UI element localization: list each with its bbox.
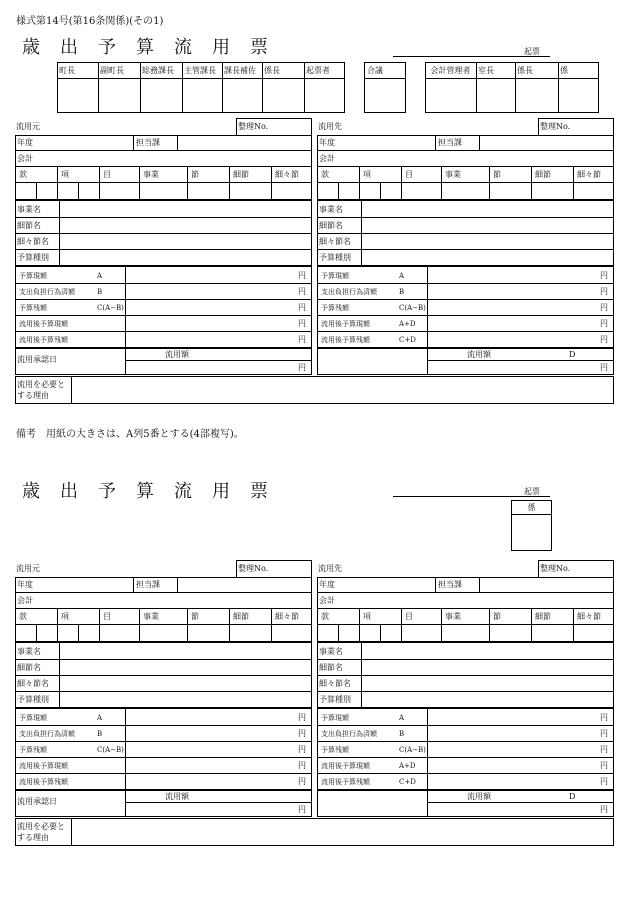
rule <box>15 265 312 267</box>
amount-label: 予算現額 <box>19 714 47 722</box>
amount-label: 流用後予算残額 <box>321 336 370 344</box>
rule <box>99 609 100 641</box>
code-column-header: 細々節 <box>577 170 601 179</box>
rule <box>98 63 99 113</box>
rule <box>441 167 442 199</box>
transfer-code: D <box>569 792 576 801</box>
code-column-header: 款 <box>321 612 329 621</box>
amount-label: 予算現額 <box>321 272 349 280</box>
rule <box>125 360 312 361</box>
dest-label: 流用先 <box>318 122 342 131</box>
amount-label: 支出負担行為済額 <box>321 730 377 738</box>
amount-label: 予算現額 <box>321 714 349 722</box>
code-column-header: 細々節 <box>275 170 299 179</box>
seiri-no-label: 整理No. <box>540 122 571 131</box>
rule <box>222 63 223 113</box>
rule <box>99 167 100 199</box>
rule <box>125 802 312 803</box>
amount-code: C(A−B) <box>97 304 124 312</box>
yen-unit: 円 <box>600 713 608 722</box>
amount-label: 流用後予算現額 <box>321 320 370 328</box>
rule <box>125 349 126 375</box>
rule <box>317 315 614 316</box>
reason-box <box>15 818 614 846</box>
transfer-amount-label: 流用額 <box>467 350 491 359</box>
code-column-header: 事業 <box>143 170 159 179</box>
amount-label: 予算残額 <box>321 746 349 754</box>
rule <box>531 609 532 641</box>
nendo-label: 年度 <box>17 580 33 589</box>
name-row-label: 事業名 <box>17 205 41 214</box>
rule <box>36 183 37 199</box>
code-column-header: 目 <box>103 612 111 621</box>
yen-unit: 円 <box>298 761 306 770</box>
rule <box>140 63 141 113</box>
code-column-header: 節 <box>191 170 199 179</box>
rule <box>479 136 480 150</box>
amount-code: C+D <box>399 336 416 344</box>
rule <box>125 709 126 789</box>
rule <box>15 773 312 774</box>
yen-unit: 円 <box>298 319 306 328</box>
code-column-header: 目 <box>103 170 111 179</box>
transfer-amount-label: 流用額 <box>165 350 189 359</box>
reason-box <box>15 376 614 404</box>
rule <box>177 578 178 592</box>
rule <box>317 592 614 593</box>
reason-label: 流用を必要とする理由 <box>17 822 65 842</box>
kaikei-label: 会計 <box>319 596 335 605</box>
amount-code: A+D <box>399 762 416 770</box>
rule <box>441 609 442 641</box>
rule <box>15 182 312 183</box>
rule <box>139 609 140 641</box>
amount-code <box>97 776 125 788</box>
amount-code: C(A−B) <box>97 746 124 754</box>
nendo-label: 年度 <box>319 138 335 147</box>
amount-code: C(A−B) <box>399 746 426 754</box>
transfer-amount-label: 流用額 <box>165 792 189 801</box>
code-column-header: 項 <box>363 612 371 621</box>
rule <box>489 609 490 641</box>
amount-code: B <box>399 288 405 296</box>
rule <box>229 609 230 641</box>
name-row-label: 予算種別 <box>17 695 49 704</box>
name-row-label: 予算種別 <box>319 253 351 262</box>
reason-label: 流用を必要とする理由 <box>17 380 65 400</box>
name-row-label: 事業名 <box>319 205 343 214</box>
amount-code <box>97 334 125 346</box>
rule <box>133 578 134 592</box>
rule <box>427 791 428 817</box>
yen-unit: 円 <box>600 363 608 372</box>
rule <box>317 725 614 726</box>
amount-label: 流用後予算残額 <box>19 336 68 344</box>
rule <box>427 349 428 375</box>
rule <box>58 78 344 79</box>
kakari-label: 係 <box>527 503 536 512</box>
amount-code: A <box>399 272 405 280</box>
yen-unit: 円 <box>298 777 306 786</box>
amount-label: 流用後予算残額 <box>321 778 370 786</box>
rule <box>380 625 381 641</box>
name-row-label: 予算種別 <box>319 695 351 704</box>
yen-unit: 円 <box>600 319 608 328</box>
code-column-header: 節 <box>493 612 501 621</box>
tanto-ka-label: 担当課 <box>136 138 160 147</box>
rule <box>426 78 598 79</box>
rule <box>476 63 477 113</box>
yen-unit: 円 <box>600 303 608 312</box>
kaikei-label: 会計 <box>17 154 33 163</box>
rule <box>229 167 230 199</box>
rule <box>125 791 126 817</box>
kihyo-label: 起票 <box>524 47 540 56</box>
rule <box>317 773 614 774</box>
yen-unit: 円 <box>298 713 306 722</box>
transfer-amount-label: 流用額 <box>467 792 491 801</box>
code-column-header: 細々節 <box>577 612 601 621</box>
rule <box>15 592 312 593</box>
rule <box>317 707 614 709</box>
approval-column-header: 課長補佐 <box>224 66 256 75</box>
amount-code: A <box>399 714 405 722</box>
rule <box>177 136 178 150</box>
rule <box>15 624 312 625</box>
nendo-label: 年度 <box>17 138 33 147</box>
rule <box>139 167 140 199</box>
rule <box>271 167 272 199</box>
rule <box>365 78 405 79</box>
amount-label: 支出負担行為済額 <box>321 288 377 296</box>
yen-unit: 円 <box>298 745 306 754</box>
council-label: 合議 <box>367 66 383 75</box>
code-column-header: 節 <box>191 612 199 621</box>
name-row-label: 細節名 <box>319 221 343 230</box>
approval-column-header: 主管課長 <box>184 66 216 75</box>
rule <box>317 624 614 625</box>
name-row-label: 細々節名 <box>319 679 351 688</box>
accounting-column-header: 係長 <box>517 66 533 75</box>
rule <box>317 150 614 151</box>
tanto-ka-label: 担当課 <box>136 580 160 589</box>
rule <box>271 609 272 641</box>
approval-column-header: 副町長 <box>100 66 124 75</box>
rule <box>133 136 134 150</box>
amount-label: 流用後予算現額 <box>321 762 370 770</box>
yen-unit: 円 <box>600 287 608 296</box>
rule <box>304 63 305 113</box>
yen-unit: 円 <box>298 805 306 814</box>
code-column-header: 目 <box>405 612 413 621</box>
amount-label: 流用後予算現額 <box>19 320 68 328</box>
name-row-label: 細節名 <box>319 663 343 672</box>
rule <box>573 167 574 199</box>
amount-label: 予算残額 <box>19 746 47 754</box>
code-column-header: 細節 <box>535 170 551 179</box>
rule <box>57 167 58 199</box>
yen-unit: 円 <box>298 271 306 280</box>
amount-label: 流用後予算現額 <box>19 762 68 770</box>
rule <box>435 136 436 150</box>
amount-label: 支出負担行為済額 <box>19 730 75 738</box>
amount-code: A+D <box>399 320 416 328</box>
code-column-header: 事業 <box>143 612 159 621</box>
approval-column-header: 起票者 <box>306 66 330 75</box>
yen-unit: 円 <box>298 335 306 344</box>
rule <box>317 265 614 267</box>
yen-unit: 円 <box>298 303 306 312</box>
rule <box>15 741 312 742</box>
seiri-no-label: 整理No. <box>238 122 269 131</box>
code-column-header: 細々節 <box>275 612 299 621</box>
amount-code: C(A−B) <box>399 304 426 312</box>
yen-unit: 円 <box>600 761 608 770</box>
rule <box>512 514 551 515</box>
rule <box>359 167 360 199</box>
code-column-header: 細節 <box>233 612 249 621</box>
amount-code: C+D <box>399 778 416 786</box>
dest-label: 流用先 <box>318 564 342 573</box>
rule <box>338 183 339 199</box>
page-title: 歳出予算流用票 <box>22 37 288 58</box>
amount-label: 予算残額 <box>19 304 47 312</box>
approval-date-label: 流用承認日 <box>17 355 57 364</box>
transfer-code: D <box>569 350 576 359</box>
name-row-label: 細々節名 <box>319 237 351 246</box>
name-row-label: 事業名 <box>319 647 343 656</box>
code-column-header: 款 <box>19 170 27 179</box>
approval-column-header: 総務課長 <box>142 66 174 75</box>
amount-code: B <box>399 730 405 738</box>
yen-unit: 円 <box>298 729 306 738</box>
rule <box>125 267 126 347</box>
nendo-label: 年度 <box>319 580 335 589</box>
yen-unit: 円 <box>600 777 608 786</box>
rule <box>15 347 312 349</box>
rule <box>71 819 72 845</box>
tanto-ka-label: 担当課 <box>438 138 462 147</box>
rule <box>15 608 312 609</box>
rule <box>338 625 339 641</box>
kaikei-label: 会計 <box>17 596 33 605</box>
code-column-header: 款 <box>19 612 27 621</box>
amount-code <box>97 760 125 772</box>
code-column-header: 節 <box>493 170 501 179</box>
amount-label: 予算残額 <box>321 304 349 312</box>
code-column-header: 細節 <box>535 612 551 621</box>
rule <box>361 643 362 707</box>
rule <box>15 757 312 758</box>
rule <box>427 709 428 789</box>
rule <box>59 643 60 707</box>
rule <box>78 183 79 199</box>
rule <box>558 63 559 113</box>
source-label: 流用元 <box>16 122 40 131</box>
rule <box>15 789 312 791</box>
rule <box>573 609 574 641</box>
rule <box>15 707 312 709</box>
source-label: 流用元 <box>16 564 40 573</box>
amount-code: B <box>97 288 103 296</box>
name-row-label: 細々節名 <box>17 679 49 688</box>
code-column-header: 目 <box>405 170 413 179</box>
rule <box>15 331 312 332</box>
yen-unit: 円 <box>600 335 608 344</box>
yen-unit: 円 <box>600 745 608 754</box>
yen-unit: 円 <box>298 363 306 372</box>
rule <box>317 741 614 742</box>
rule <box>479 578 480 592</box>
rule <box>317 757 614 758</box>
rule <box>427 360 614 361</box>
amount-code: A <box>97 272 103 280</box>
approval-column-header: 係長 <box>264 66 280 75</box>
rule <box>15 283 312 284</box>
code-column-header: 事業 <box>445 612 461 621</box>
rule <box>317 331 614 332</box>
tanto-ka-label: 担当課 <box>438 580 462 589</box>
code-column-header: 事業 <box>445 170 461 179</box>
kihyo-label: 起票 <box>524 487 540 496</box>
name-row-label: 細々節名 <box>17 237 49 246</box>
rule <box>515 63 516 113</box>
approval-date-label: 流用承認日 <box>17 797 57 806</box>
rule <box>317 608 614 609</box>
accounting-column-header: 係 <box>560 66 568 75</box>
rule <box>317 283 614 284</box>
rule <box>187 167 188 199</box>
yen-unit: 円 <box>298 287 306 296</box>
form-number: 様式第14号(第16条関係)(その1) <box>16 16 164 27</box>
kaikei-label: 会計 <box>319 154 335 163</box>
code-column-header: 項 <box>363 170 371 179</box>
yen-unit: 円 <box>600 805 608 814</box>
amount-code <box>97 318 125 330</box>
rule <box>36 625 37 641</box>
amount-code: B <box>97 730 103 738</box>
rule <box>401 167 402 199</box>
code-column-header: 項 <box>61 612 69 621</box>
rule <box>401 609 402 641</box>
name-row-label: 細節名 <box>17 221 41 230</box>
rule <box>359 609 360 641</box>
rule <box>15 299 312 300</box>
rule <box>317 166 614 167</box>
rule <box>531 167 532 199</box>
rule <box>57 609 58 641</box>
name-row-label: 予算種別 <box>17 253 49 262</box>
rule <box>15 150 312 151</box>
accounting-column-header: 会計管理者 <box>430 66 471 75</box>
yen-unit: 円 <box>600 729 608 738</box>
amount-code: A <box>97 714 103 722</box>
rule <box>15 166 312 167</box>
code-column-header: 款 <box>321 170 329 179</box>
accounting-column-header: 室長 <box>478 66 494 75</box>
seiri-no-label: 整理No. <box>238 564 269 573</box>
rule <box>380 183 381 199</box>
amount-label: 流用後予算残額 <box>19 778 68 786</box>
seiri-no-label: 整理No. <box>540 564 571 573</box>
approval-column-header: 町長 <box>59 66 75 75</box>
rule <box>317 182 614 183</box>
rule <box>489 167 490 199</box>
note-text: 備考 用紙の大きさは、A列5番とする(4部複写)。 <box>16 429 244 440</box>
rule <box>15 725 312 726</box>
rule <box>435 578 436 592</box>
rule <box>427 267 428 347</box>
rule <box>427 802 614 803</box>
amount-label: 支出負担行為済額 <box>19 288 75 296</box>
rule <box>361 201 362 265</box>
yen-unit: 円 <box>600 271 608 280</box>
rule <box>15 315 312 316</box>
amount-label: 予算現額 <box>19 272 47 280</box>
rule <box>78 625 79 641</box>
code-column-header: 項 <box>61 170 69 179</box>
rule <box>59 201 60 265</box>
name-row-label: 細節名 <box>17 663 41 672</box>
rule <box>262 63 263 113</box>
code-column-header: 細節 <box>233 170 249 179</box>
page-title: 歳出予算流用票 <box>22 481 288 502</box>
name-row-label: 事業名 <box>17 647 41 656</box>
rule <box>187 609 188 641</box>
rule <box>317 299 614 300</box>
rule <box>71 377 72 403</box>
rule <box>182 63 183 113</box>
